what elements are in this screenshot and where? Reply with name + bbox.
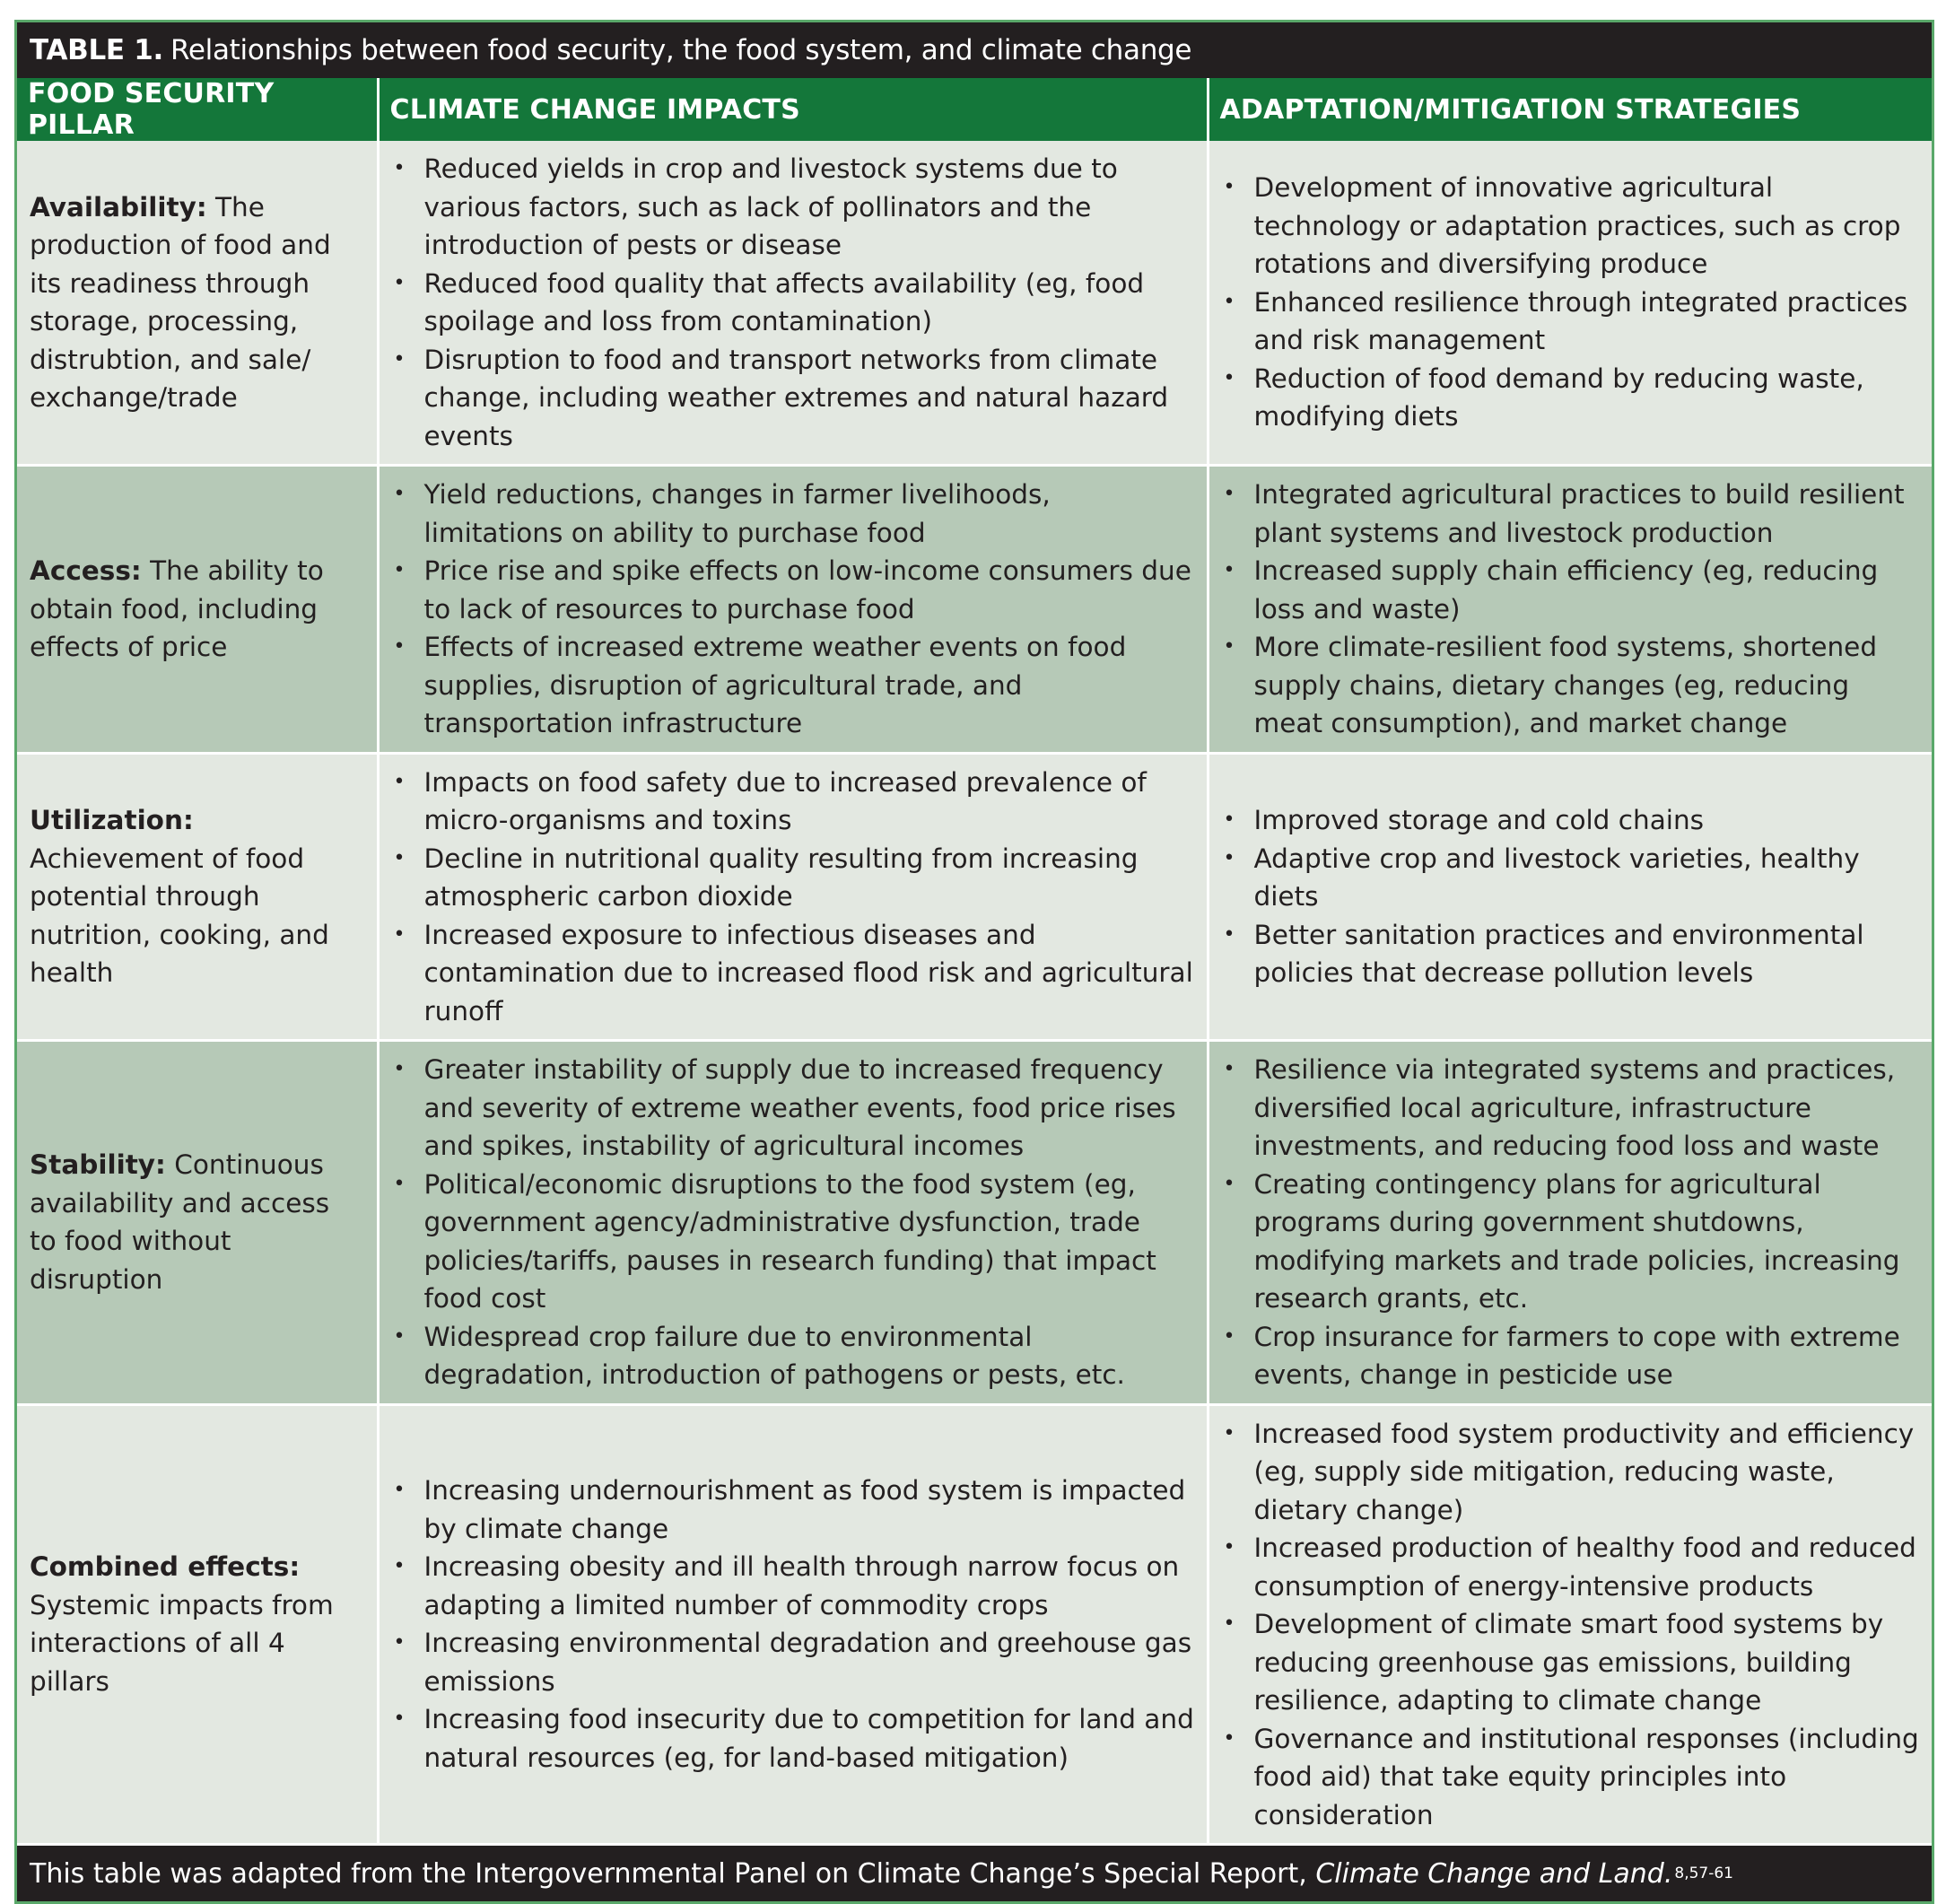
strategies-list [1220, 476, 1922, 743]
list-item: • Creating contingency plans for agricultural programs during government shutdowns, modifying markets and trade policies, increasing research grants, etc. [1220, 1166, 1922, 1318]
list-item: • Yield reductions, changes in farmer livelihoods, limitations on ability to purchase food [390, 476, 1196, 552]
list-item: • Increasing undernourishment as food system is impacted by climate change [390, 1472, 1196, 1548]
header-row [17, 78, 1932, 141]
list-item: • Crop insurance for farmers to cope with extreme events, change in pesticide use [1220, 1318, 1922, 1394]
pillar-name: Stability: [30, 1149, 166, 1181]
pillar-description: The production of food and its readiness through storage, processing, distrubtion, and sale/ exchange/trade [30, 191, 331, 413]
list-item: • Increased supply chain efficiency (eg, reducing loss and waste) [1220, 552, 1922, 628]
impacts-cell [378, 753, 1208, 1041]
impacts-list [390, 1472, 1196, 1777]
header-food-security-pillar: FOOD SECURITY PILLAR [17, 78, 378, 141]
pillar-description: The ability to obtain food, including effects of price [30, 555, 324, 662]
list-item: • Enhanced resilience through integrated practices and risk management [1220, 284, 1922, 360]
list-item: • Increasing food insecurity due to competition for land and natural resources (eg, for land-based mitigation) [390, 1700, 1196, 1777]
pillar-cell [17, 753, 378, 1041]
list-item: • Development of innovative agricultural technology or adaptation practices, such as crop rotations and diversifying produce [1220, 169, 1922, 284]
list-item: • Better sanitation practices and environmental policies that decrease pollution levels [1220, 916, 1922, 992]
pillar-cell [17, 1041, 378, 1405]
strategies-list [1220, 801, 1922, 992]
strategies-cell [1208, 141, 1932, 466]
table-caption: Relationships between food security, the food system, and climate change [170, 34, 1192, 66]
list-item: • Widespread crop failure due to environmental degradation, introduction of pathogens or pests, etc. [390, 1318, 1196, 1394]
pillar-description: Continuous availability and access to food without disruption [30, 1149, 330, 1295]
list-item: • Integrated agricultural practices to build resilient plant systems and livestock production [1220, 476, 1922, 552]
list-item: • Disruption to food and transport networks from climate change, including weather extremes and natural hazard events [390, 341, 1196, 456]
pillar-cell [17, 466, 378, 754]
list-item: • Increased exposure to infectious diseases and contamination due to increased flood risk and agricultural runoff [390, 916, 1196, 1031]
list-item: • Resilience via integrated systems and practices, diversified local agriculture, infrastructure investments, and reducing food loss and waste [1220, 1051, 1922, 1166]
impacts-list [390, 1051, 1196, 1394]
impacts-cell [378, 466, 1208, 754]
list-item: • Political/economic disruptions to the food system (eg, government agency/administrative dysfunction, trade policies/tariffs, pauses in research funding) that impact food cost [390, 1166, 1196, 1318]
table-title [17, 22, 1932, 78]
pillar-description: Systemic impacts from interactions of all 4 pillars [30, 1589, 334, 1697]
table-row [17, 466, 1932, 754]
list-item: • Increased food system productivity and efficiency (eg, supply side mitigation, reducing waste, dietary change) [1220, 1415, 1922, 1530]
pillar-name: Availability: [30, 191, 207, 223]
pillar-name: Combined effects: [30, 1551, 301, 1583]
strategies-list [1220, 169, 1922, 436]
impacts-list [390, 764, 1196, 1031]
list-item: • Governance and institutional responses (including food aid) that take equity principles into consideration [1220, 1720, 1922, 1835]
impacts-cell [378, 141, 1208, 466]
impacts-cell [378, 1041, 1208, 1405]
pillar-description: Achievement of food potential through nutrition, cooking, and health [30, 843, 329, 988]
list-item: • Effects of increased extreme weather events on food supplies, disruption of agricultural trade, and transportation infrastructure [390, 628, 1196, 743]
list-item: • Reduced food quality that affects availability (eg, food spoilage and loss from contamination) [390, 265, 1196, 341]
header-adaptation-strategies: ADAPTATION/MITIGATION STRATEGIES [1208, 78, 1932, 141]
table-row [17, 753, 1932, 1041]
list-item: • Impacts on food safety due to increased prevalence of micro-organisms and toxins [390, 764, 1196, 840]
pillar-name: Access: [30, 555, 142, 586]
impacts-list [390, 476, 1196, 743]
footnote-text: This table was adapted from the Intergovernmental Panel on Climate Change’s Special Report, [30, 1857, 1307, 1890]
pillar-cell [17, 1404, 378, 1845]
strategies-cell [1208, 1041, 1932, 1405]
list-item: • Improved storage and cold chains [1220, 801, 1922, 840]
table-row [17, 141, 1932, 466]
strategies-cell [1208, 753, 1932, 1041]
list-item: • Adaptive crop and livestock varieties, healthy diets [1220, 840, 1922, 916]
list-item: • More climate-resilient food systems, shortened supply chains, dietary changes (eg, reducing meat consumption), and market change [1220, 628, 1922, 743]
food-security-table [17, 78, 1932, 1846]
table-footnote [17, 1846, 1932, 1901]
list-item: • Increasing obesity and ill health through narrow focus on adapting a limited number of commodity crops [390, 1548, 1196, 1624]
header-climate-change-impacts: CLIMATE CHANGE IMPACTS [378, 78, 1208, 141]
list-item: • Development of climate smart food systems by reducing greenhouse gas emissions, building resilience, adapting to climate change [1220, 1605, 1922, 1720]
list-item: • Decline in nutritional quality resulting from increasing atmospheric carbon dioxide [390, 840, 1196, 916]
impacts-list [390, 150, 1196, 455]
impacts-cell [378, 1404, 1208, 1845]
table-frame [14, 20, 1934, 1904]
list-item: • Increased production of healthy food and reduced consumption of energy-intensive products [1220, 1529, 1922, 1605]
list-item: • Increasing environmental degradation and greehouse gas emissions [390, 1624, 1196, 1700]
pillar-cell [17, 141, 378, 466]
table-row [17, 1404, 1932, 1845]
table-row [17, 1041, 1932, 1405]
pillar-name: Utilization: [30, 805, 194, 835]
list-item: • Reduced yields in crop and livestock systems due to various factors, such as lack of pollinators and the introduction of pests or disease [390, 150, 1196, 265]
strategies-cell [1208, 466, 1932, 754]
list-item: • Reduction of food demand by reducing waste, modifying diets [1220, 360, 1922, 436]
list-item: • Greater instability of supply due to increased frequency and severity of extreme weather events, food price rises and spikes, instability of agricultural incomes [390, 1051, 1196, 1166]
strategies-cell [1208, 1404, 1932, 1845]
list-item: • Price rise and spike effects on low-income consumers due to lack of resources to purchase food [390, 552, 1196, 628]
footnote-references: 8,57-61 [1674, 1865, 1733, 1882]
strategies-list [1220, 1415, 1922, 1835]
strategies-list [1220, 1051, 1922, 1394]
footnote-report-title: Climate Change and Land. [1315, 1857, 1673, 1890]
table-number: TABLE 1. [30, 34, 164, 66]
